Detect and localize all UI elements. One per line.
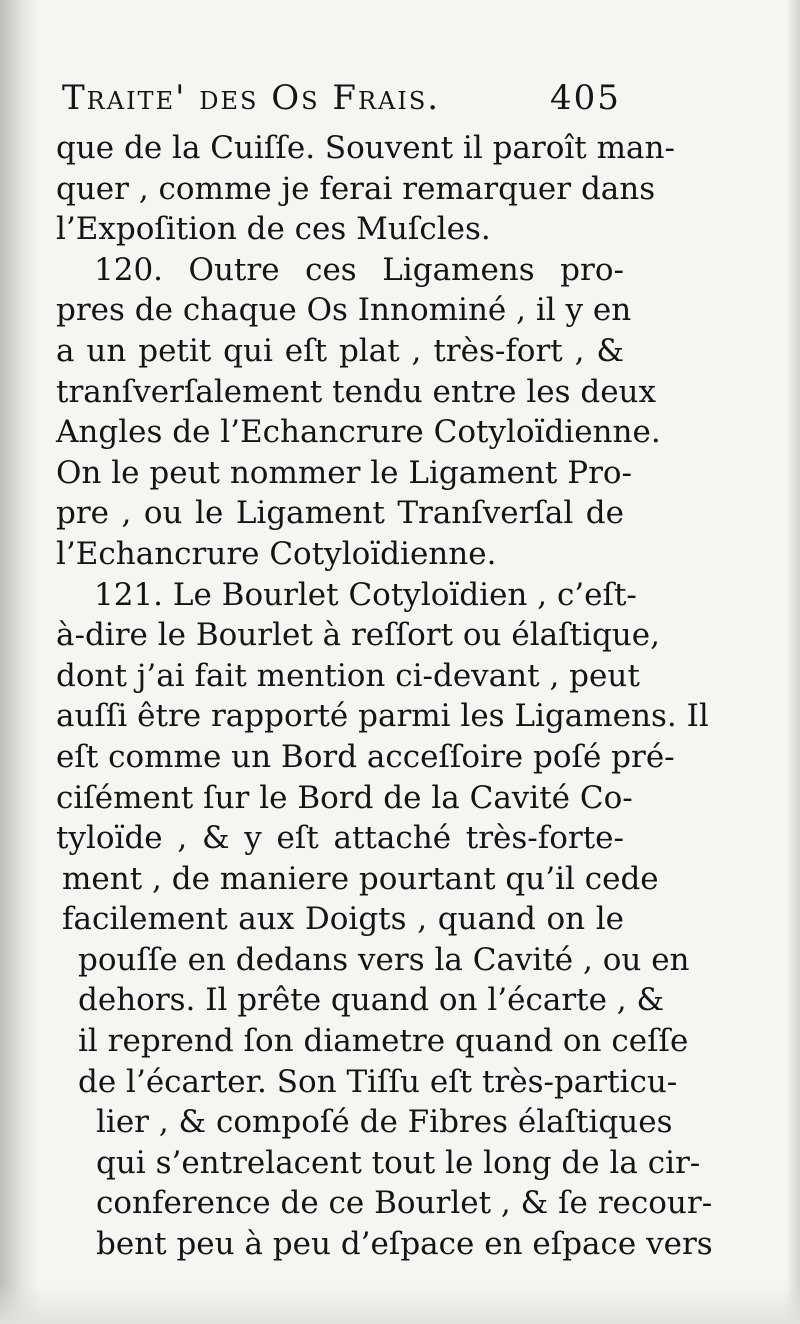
text-line: que de la Cuiſſe. Souvent il paroît man- (56, 130, 675, 166)
text-line: qui s’entrelacent tout le long de la cir- (96, 1144, 701, 1181)
text-line: Angles de l’Echancrure Cotyloïdienne. (56, 414, 661, 451)
text-line: quer , comme je ferai remarquer dans (56, 170, 656, 207)
body-text (56, 128, 713, 1265)
gutter-shadow (0, 0, 40, 1324)
text-line: il reprend ſon diametre quand on ceſſe (78, 1023, 689, 1060)
page-number: 405 (550, 78, 621, 118)
text-line: pres de chaque Os Innominé , il y en (56, 292, 632, 329)
text-line: pre , ou le Ligament Tranſverſal de (56, 495, 624, 532)
text-line: l’Echancrure Cotyloïdienne. (56, 535, 497, 572)
text-line: dehors. Il prête quand on l’écarte , & (78, 982, 665, 1019)
text-line: lier , & compoſé de Fibres élaſtiques (96, 1104, 673, 1141)
running-title: Traite' des Os Frais. (62, 78, 441, 118)
text-line: auſſi être rapporté parmi les Ligamens. Il (56, 698, 709, 735)
text-line: l’Expoſition de ces Muſcles. (56, 211, 491, 248)
text-line: On le peut nommer le Ligament Pro- (56, 454, 633, 491)
text-line: pouſſe en dedans vers la Cavité , ou en (78, 941, 690, 978)
text-line: tranſverſalement tendu entre les deux (56, 373, 656, 410)
text-line: de l’écarter. Son Tiſſu eſt très-particu- (78, 1063, 678, 1100)
text-line: eſt comme un Bord acceſſoire poſé pré- (56, 738, 675, 775)
text-line: ment , de maniere pourtant qu’il cede (62, 860, 659, 897)
running-header (62, 78, 622, 118)
text-line: ciſément ſur le Bord de la Cavité Co- (56, 779, 633, 816)
text-line: dont j’ai fait mention ci-devant , peut (56, 657, 640, 694)
paragraph-120-start: 120. Outre ces Ligamens pro- (94, 251, 624, 288)
text-line: tyloïde , & y eſt attaché très-forte- (56, 820, 624, 857)
text-line: bent peu à peu d’eſpace en eſpace vers (96, 1226, 713, 1263)
text-line: facilement aux Doigts , quand on le (62, 901, 624, 938)
page-edge-bottom (0, 1284, 800, 1324)
paragraph-121-start: 121. Le Bourlet Cotyloïdien , c’eſt- (94, 576, 637, 613)
text-line: à-dire le Bourlet à reſſort ou élaſtique, (56, 617, 660, 654)
text-line: conference de ce Bourlet , & ſe recour- (96, 1185, 713, 1222)
page-edge-right (786, 0, 800, 1324)
text-line: a un petit qui eſt plat , très-fort , & (56, 332, 624, 369)
